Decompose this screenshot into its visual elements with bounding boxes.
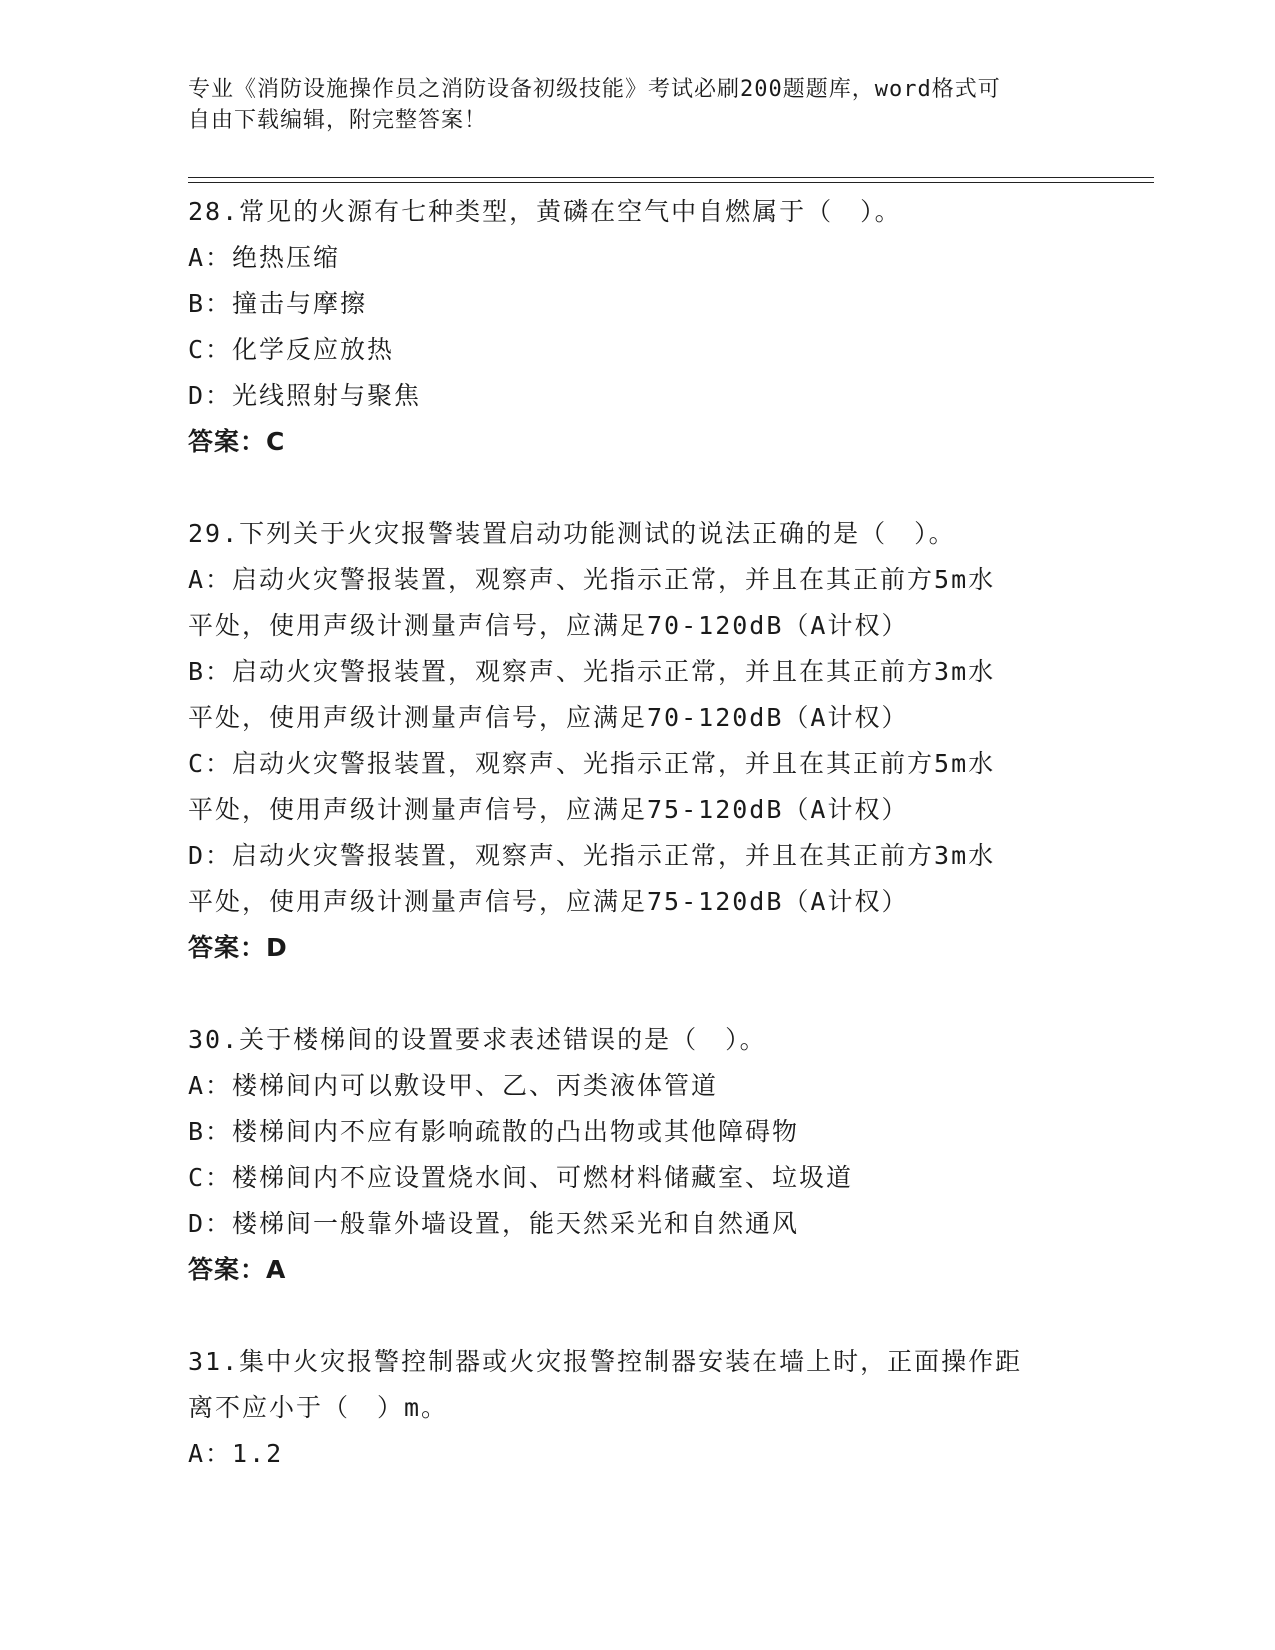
option-b-line-1: B：启动火灾警报装置，观察声、光指示正常，并且在其正前方3m水	[188, 657, 996, 686]
question-spacer	[188, 1293, 1088, 1339]
question-stem: 30.关于楼梯间的设置要求表述错误的是（ ）。	[188, 1025, 767, 1054]
option-c-line-2: 平处，使用声级计测量声信号，应满足75-120dB（A计权）	[188, 795, 909, 824]
question-list	[188, 189, 1088, 1477]
document-header	[188, 74, 1088, 136]
question-block	[188, 511, 1088, 971]
option-a: A：绝热压缩	[188, 243, 341, 272]
option-b: B：楼梯间内不应有影响疏散的凸出物或其他障碍物	[188, 1117, 800, 1146]
answer-label: 答案：D	[188, 933, 288, 962]
question-block	[188, 189, 1088, 465]
header-line-2: 自由下载编辑，附完整答案！	[188, 108, 488, 133]
option-c: C：化学反应放热	[188, 335, 395, 364]
option-d-line-2: 平处，使用声级计测量声信号，应满足75-120dB（A计权）	[188, 887, 909, 916]
option-a-line-2: 平处，使用声级计测量声信号，应满足70-120dB（A计权）	[188, 611, 909, 640]
option-b: B：撞击与摩擦	[188, 289, 368, 318]
option-c: C：楼梯间内不应设置烧水间、可燃材料储藏室、垃圾道	[188, 1163, 854, 1192]
option-d: D：楼梯间一般靠外墙设置，能天然采光和自然通风	[188, 1209, 800, 1238]
question-block	[188, 1339, 1088, 1477]
question-spacer	[188, 465, 1088, 511]
option-a-line-1: A：启动火灾警报装置，观察声、光指示正常，并且在其正前方5m水	[188, 565, 996, 594]
answer-label: 答案：A	[188, 1255, 287, 1284]
option-a: A：楼梯间内可以敷设甲、乙、丙类液体管道	[188, 1071, 719, 1100]
question-stem: 29.下列关于火灾报警装置启动功能测试的说法正确的是（ ）。	[188, 519, 956, 548]
answer-label: 答案：C	[188, 427, 286, 456]
option-b-line-2: 平处，使用声级计测量声信号，应满足70-120dB（A计权）	[188, 703, 909, 732]
question-spacer	[188, 971, 1088, 1017]
header-divider-top	[188, 177, 1154, 178]
header-divider-bottom	[188, 182, 1154, 183]
option-d: D：光线照射与聚焦	[188, 381, 422, 410]
header-line-1: 专业《消防设施操作员之消防设备初级技能》考试必刷200题题库，word格式可	[188, 77, 1001, 102]
question-stem: 28.常见的火源有七种类型，黄磷在空气中自燃属于（ ）。	[188, 197, 902, 226]
question-stem-line-1: 31.集中火灾报警控制器或火灾报警控制器安装在墙上时，正面操作距	[188, 1347, 1023, 1376]
option-a: A：1.2	[188, 1439, 284, 1468]
question-block	[188, 1017, 1088, 1293]
question-stem-line-2: 离不应小于（ ）m。	[188, 1393, 449, 1422]
option-d-line-1: D：启动火灾警报装置，观察声、光指示正常，并且在其正前方3m水	[188, 841, 996, 870]
option-c-line-1: C：启动火灾警报装置，观察声、光指示正常，并且在其正前方5m水	[188, 749, 996, 778]
